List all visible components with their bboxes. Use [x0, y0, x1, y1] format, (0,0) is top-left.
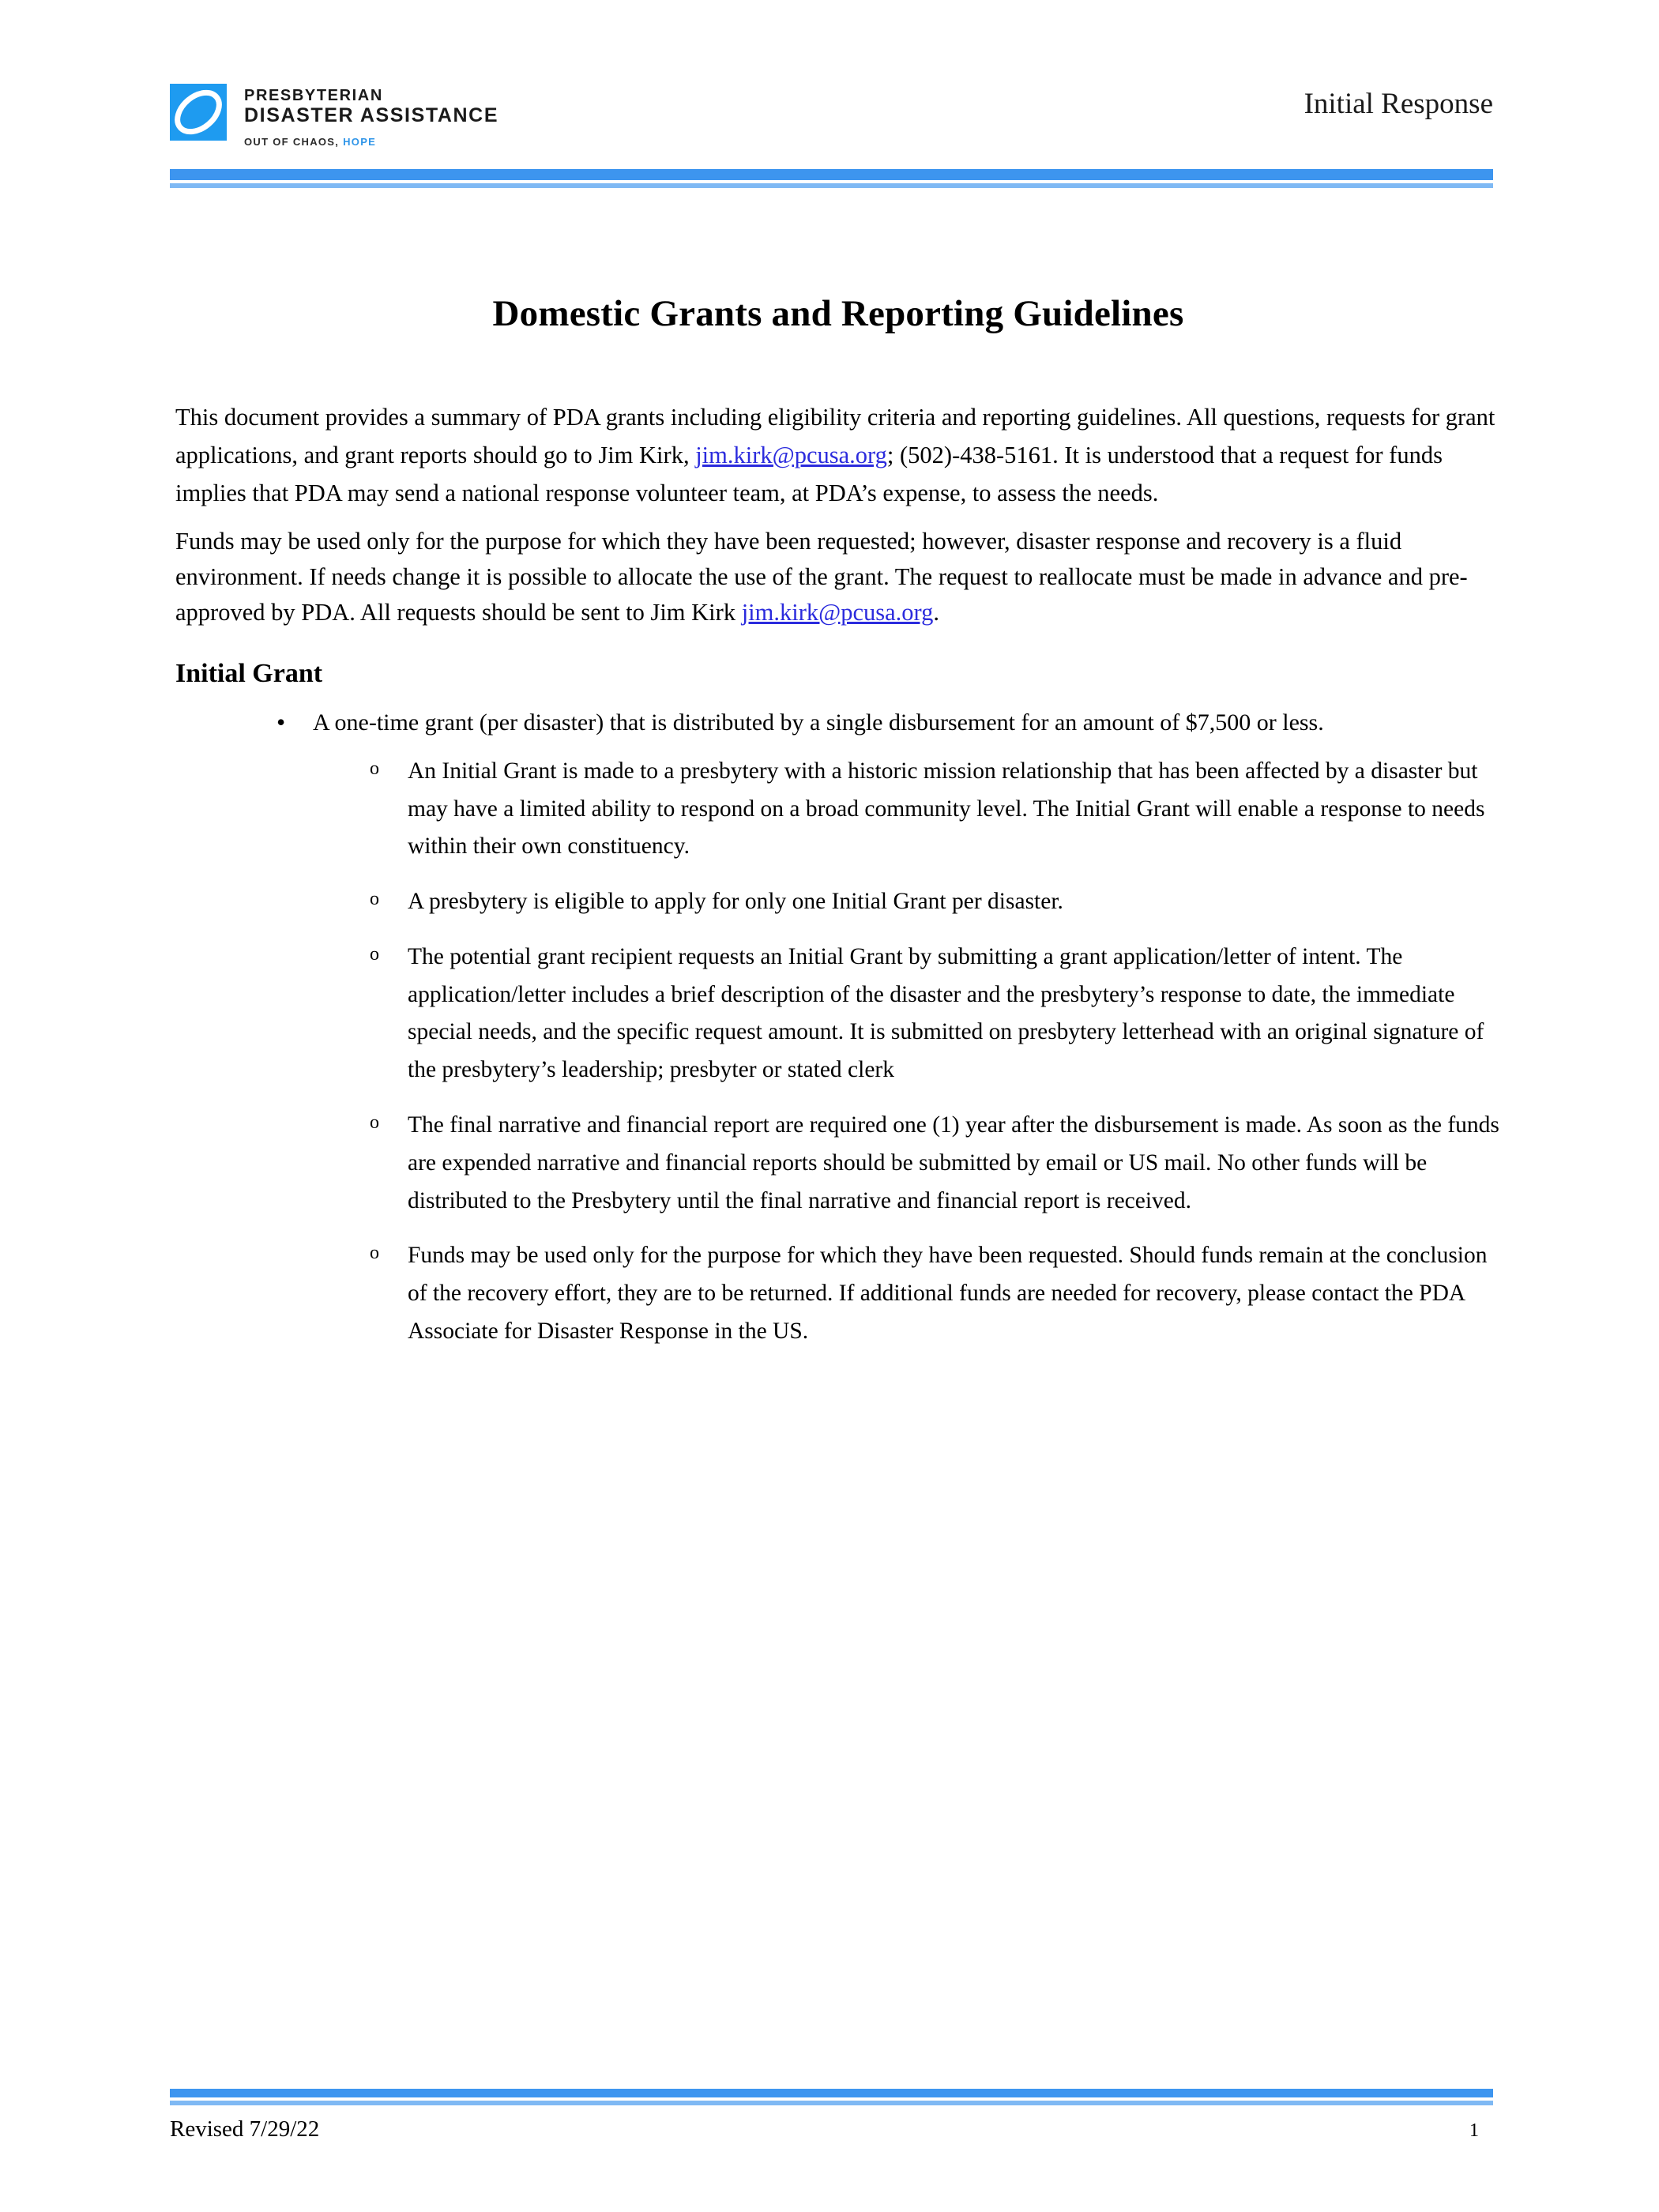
- footer-page-number: 1: [1469, 2120, 1479, 2141]
- header-right-title: Initial Response: [1304, 88, 1493, 120]
- footer-rule-thick: [170, 2089, 1493, 2097]
- pda-logo-icon: [170, 84, 227, 141]
- email-link-jim-kirk-reallocation[interactable]: jim.kirk@pcusa.org: [741, 598, 934, 626]
- initial-grant-bullet-list: [175, 705, 1501, 1351]
- bullet-text-main: A one-time grant (per disaster) that is distributed by a single disbursement for an amount of $7,500 or less.: [313, 709, 1324, 735]
- logo-tagline-prefix: OUT OF CHAOS,: [244, 136, 344, 149]
- header-rule-thin: [170, 183, 1493, 188]
- footer-rule-thin: [170, 2101, 1493, 2105]
- list-item: [363, 1237, 1501, 1350]
- section-heading-initial-grant: Initial Grant: [175, 658, 323, 688]
- page-footer: [170, 2082, 1493, 2142]
- list-item: [363, 939, 1501, 1089]
- logo-line-disaster-assistance: DISASTER ASSISTANCE: [244, 104, 499, 127]
- list-item: [363, 1107, 1501, 1220]
- logo-tagline: [244, 136, 498, 148]
- footer-rule: [170, 2089, 1493, 2105]
- header-rule-thick: [170, 169, 1493, 180]
- sub-bullet-text-5: Funds may be used only for the purpose for which they have been requested. Should funds remain at the conclusion of the recovery effort, they are to be returned. If additional funds are needed for recovery, please contact the PDA Associate for Disaster Response in the US.: [408, 1243, 1488, 1344]
- paragraph-reallocation: [175, 524, 1501, 630]
- paragraph-reallocation-text-after-link: .: [933, 598, 940, 626]
- list-item: [363, 883, 1501, 921]
- sub-bullet-text-4: The final narrative and financial report are required one (1) year after the disbursement is made. As soon as the funds are expended narrative and financial reports should be submitted by email or US mail. No other funds will be distributed to the Presbytery until the final narrative and financial report is received.: [408, 1112, 1499, 1213]
- initial-grant-sub-bullet-list: [313, 753, 1501, 1351]
- sub-bullet-text-1: An Initial Grant is made to a presbytery with a historic mission relationship that has been affected by a disaster but may have a limited ability to respond on a broad community level. The Initial Grant will enable a response to needs within their own constituency.: [408, 758, 1485, 860]
- page-header: [0, 76, 1659, 194]
- page-title: Domestic Grants and Reporting Guidelines: [492, 293, 1184, 334]
- list-item: [363, 753, 1501, 866]
- paragraph-intro-text-before-link: This document provides a summary of PDA grants including eligibility criteria and reporting guidelines. All questions, requests for grant applications, and grant reports should go to Jim Kirk,: [175, 404, 1495, 469]
- paragraph-intro-text-after-link: ; (502)-438-5161. It is understood that a request for funds implies that PDA may send a national response volunteer team, at PDA’s expense, to assess the needs.: [175, 442, 1443, 507]
- email-link-jim-kirk-intro[interactable]: jim.kirk@pcusa.org: [695, 442, 887, 469]
- document-body: [175, 292, 1501, 1368]
- logo-line-presbyterian: PRESBYTERIAN: [244, 87, 383, 104]
- header-rule: [170, 169, 1493, 188]
- sub-bullet-text-2: A presbytery is eligible to apply for only one Initial Grant per disaster.: [408, 889, 1063, 915]
- sub-bullet-text-3: The potential grant recipient requests an Initial Grant by submitting a grant application/letter of intent. The application/letter includes a brief description of the disaster and the presbytery’s response to date, the immediate special needs, and the specific request amount. It is submitted on presbytery letterhead with an original signature of the presbytery’s leadership; presbyter or stated clerk: [408, 943, 1484, 1083]
- footer-revised-date: Revised 7/29/22: [170, 2116, 320, 2142]
- logo-tagline-accent: HOPE: [343, 136, 377, 149]
- paragraph-reallocation-text-before-link: Funds may be used only for the purpose for which they have been requested; however, disaster response and recovery is a fluid environment. If needs change it is possible to allocate the use of the grant. The request to reallocate must be made in advance and pre-approved by PDA. All requests should be sent to Jim Kirk: [175, 527, 1468, 626]
- list-item: [270, 705, 1501, 1351]
- pda-logo: [170, 76, 498, 148]
- pda-logo-wordmark: [244, 84, 498, 148]
- paragraph-intro: [175, 398, 1501, 513]
